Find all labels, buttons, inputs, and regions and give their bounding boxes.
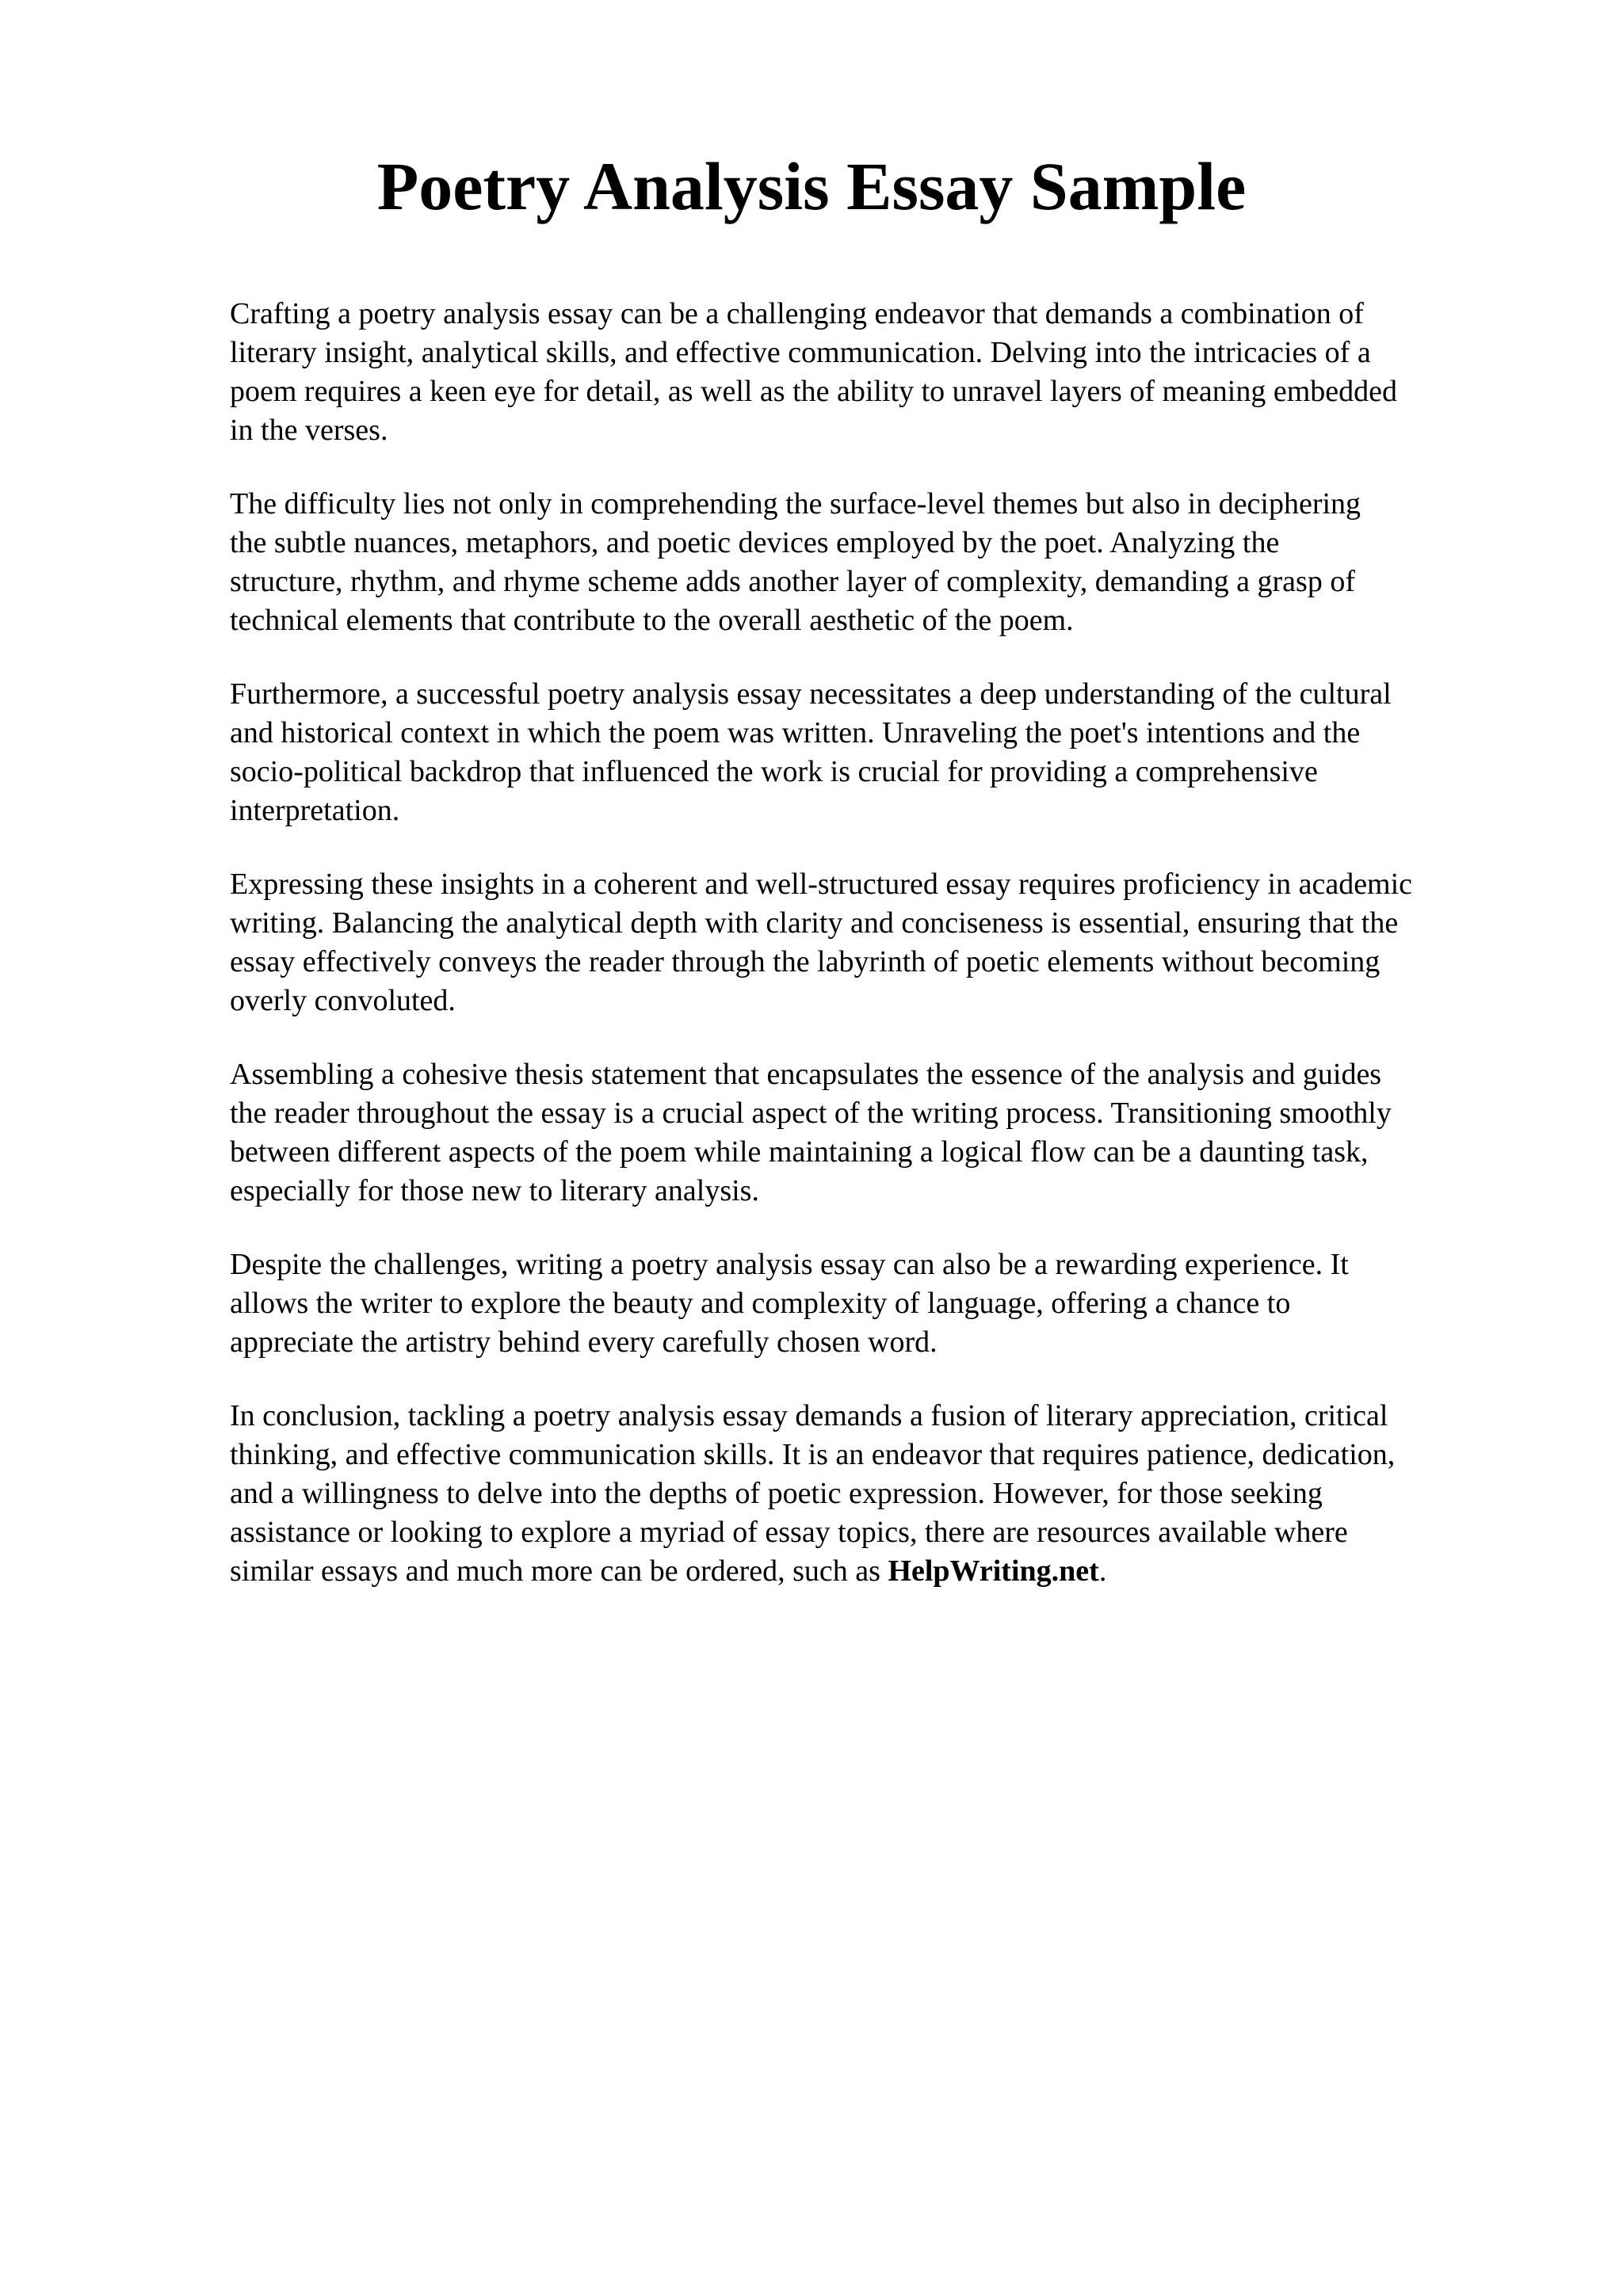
- text-line: the reader throughout the essay is a crucial aspect of the writing process. Transitioning smoothly: [230, 1097, 1392, 1130]
- paragraph: [230, 1055, 1529, 1211]
- text-line: assistance or looking to explore a myriad of essay topics, there are resources available where: [230, 1516, 1348, 1549]
- text-line: overly convoluted.: [230, 984, 456, 1017]
- brand-link[interactable]: HelpWriting.net: [888, 1554, 1099, 1588]
- text-line: allows the writer to explore the beauty and complexity of language, offering a chance to: [230, 1287, 1291, 1320]
- text-line: Despite the challenges, writing a poetry analysis essay can also be a rewarding experience. It: [230, 1248, 1349, 1281]
- text-line: literary insight, analytical skills, and effective communication. Delving into the intricacies of a: [230, 336, 1371, 369]
- text-line: In conclusion, tackling a poetry analysis essay demands a fusion of literary appreciation, critical: [230, 1399, 1388, 1432]
- text-line: thinking, and effective communication skills. It is an endeavor that requires patience, dedication,: [230, 1438, 1396, 1471]
- text-line: in the verses.: [230, 414, 388, 447]
- text-line: socio-political backdrop that influenced the work is crucial for providing a comprehensive: [230, 755, 1318, 788]
- text-line: poem requires a keen eye for detail, as well as the ability to unravel layers of meaning embedded: [230, 375, 1398, 408]
- final-line-suffix: .: [1098, 1554, 1107, 1588]
- text-line: and a willingness to delve into the depths of poetic expression. However, for those seeking: [230, 1477, 1323, 1510]
- text-line: Crafting a poetry analysis essay can be a challenging endeavor that demands a combination of: [230, 297, 1364, 330]
- text-line: essay effectively conveys the reader through the labyrinth of poetic elements without becoming: [230, 945, 1381, 978]
- text-line: appreciate the artistry behind every carefully chosen word.: [230, 1325, 938, 1359]
- text-line: Expressing these insights in a coherent and well-structured essay requires proficiency in academic: [230, 868, 1413, 901]
- paragraph: [230, 1245, 1529, 1362]
- text-line: writing. Balancing the analytical depth with clarity and conciseness is essential, ensuring that the: [230, 906, 1399, 940]
- text-line: and historical context in which the poem was written. Unraveling the poet's intentions and the: [230, 716, 1361, 749]
- text-line: Furthermore, a successful poetry analysis essay necessitates a deep understanding of the cultural: [230, 677, 1392, 711]
- text-line: technical elements that contribute to the overall aesthetic of the poem.: [230, 604, 1074, 637]
- essay-body: [230, 295, 1529, 1626]
- paragraph: [230, 485, 1529, 640]
- text-line: the subtle nuances, metaphors, and poetic devices employed by the poet. Analyzing the: [230, 526, 1280, 559]
- paragraph: [230, 295, 1529, 450]
- paragraph: [230, 675, 1529, 830]
- text-line: Assembling a cohesive thesis statement that encapsulates the essence of the analysis and guides: [230, 1058, 1382, 1091]
- text-line: structure, rhythm, and rhyme scheme adds another layer of complexity, demanding a grasp of: [230, 565, 1355, 598]
- page-title: Poetry Analysis Essay Sample: [376, 148, 1247, 224]
- text-line: interpretation.: [230, 794, 400, 827]
- paragraph: [230, 865, 1529, 1020]
- text-line: between different aspects of the poem while maintaining a logical flow can be a daunting task,: [230, 1135, 1369, 1169]
- text-line-final: [230, 1552, 1529, 1591]
- conclusion-paragraph: [230, 1397, 1529, 1591]
- text-line: The difficulty lies not only in comprehending the surface-level themes but also in deciphering: [230, 487, 1361, 521]
- text-line: especially for those new to literary analysis.: [230, 1174, 759, 1207]
- final-line-prefix: similar essays and much more can be ordered, such as: [230, 1554, 888, 1588]
